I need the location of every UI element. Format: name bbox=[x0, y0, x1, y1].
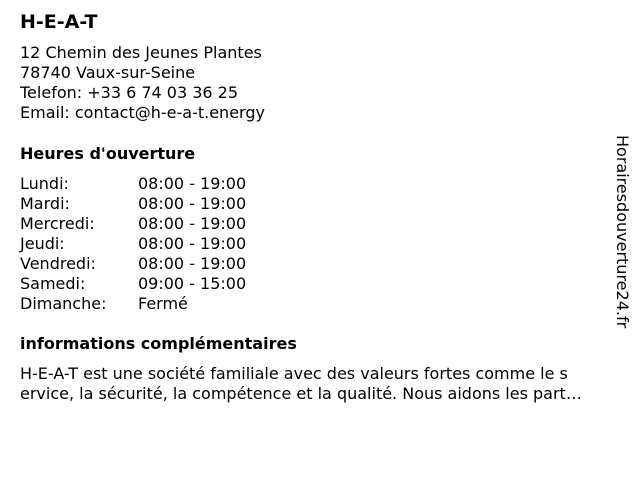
address-line-city: 78740 Vaux-sur-Seine bbox=[20, 63, 196, 82]
address-line-street: 12 Chemin des Jeunes Plantes bbox=[20, 43, 262, 62]
hours-day: Samedi: bbox=[20, 274, 86, 293]
info-text-line: H-E-A-T est une société familiale avec des valeurs fortes comme le s bbox=[20, 364, 568, 383]
info-text-line: ervice, la sécurité, la compétence et la qualité. Nous aidons les part… bbox=[20, 384, 582, 403]
hours-row bbox=[20, 194, 246, 214]
hours-time: 08:00 - 19:00 bbox=[138, 254, 247, 273]
info-description bbox=[20, 364, 630, 404]
hours-day: Jeudi: bbox=[20, 234, 65, 253]
hours-time: 08:00 - 19:00 bbox=[138, 234, 247, 253]
business-name: H-E-A-T bbox=[20, 11, 98, 33]
hours-row bbox=[20, 174, 246, 194]
hours-time: 08:00 - 19:00 bbox=[138, 194, 247, 213]
hours-time: Fermé bbox=[138, 294, 188, 313]
hours-heading: Heures d'ouverture bbox=[20, 144, 196, 163]
hours-time: 08:00 - 19:00 bbox=[138, 214, 247, 233]
hours-day: Vendredi: bbox=[20, 254, 96, 273]
hours-day: Lundi: bbox=[20, 174, 69, 193]
watermark-text: Horairesdouverture24.fr bbox=[613, 135, 632, 329]
contact-block bbox=[20, 43, 265, 123]
hours-day: Mardi: bbox=[20, 194, 70, 213]
hours-row bbox=[20, 254, 246, 274]
hours-row bbox=[20, 294, 246, 314]
hours-time: 08:00 - 19:00 bbox=[138, 174, 247, 193]
hours-row bbox=[20, 234, 246, 254]
hours-row bbox=[20, 274, 246, 294]
info-heading: informations complémentaires bbox=[20, 334, 297, 353]
hours-day: Dimanche: bbox=[20, 294, 107, 313]
hours-time: 09:00 - 15:00 bbox=[138, 274, 247, 293]
opening-hours-table bbox=[20, 174, 246, 314]
hours-day: Mercredi: bbox=[20, 214, 95, 233]
phone-text: Telefon: +33 6 74 03 36 25 bbox=[20, 83, 239, 102]
hours-row bbox=[20, 214, 246, 234]
email-text: Email: contact@h-e-a-t.energy bbox=[20, 103, 265, 122]
